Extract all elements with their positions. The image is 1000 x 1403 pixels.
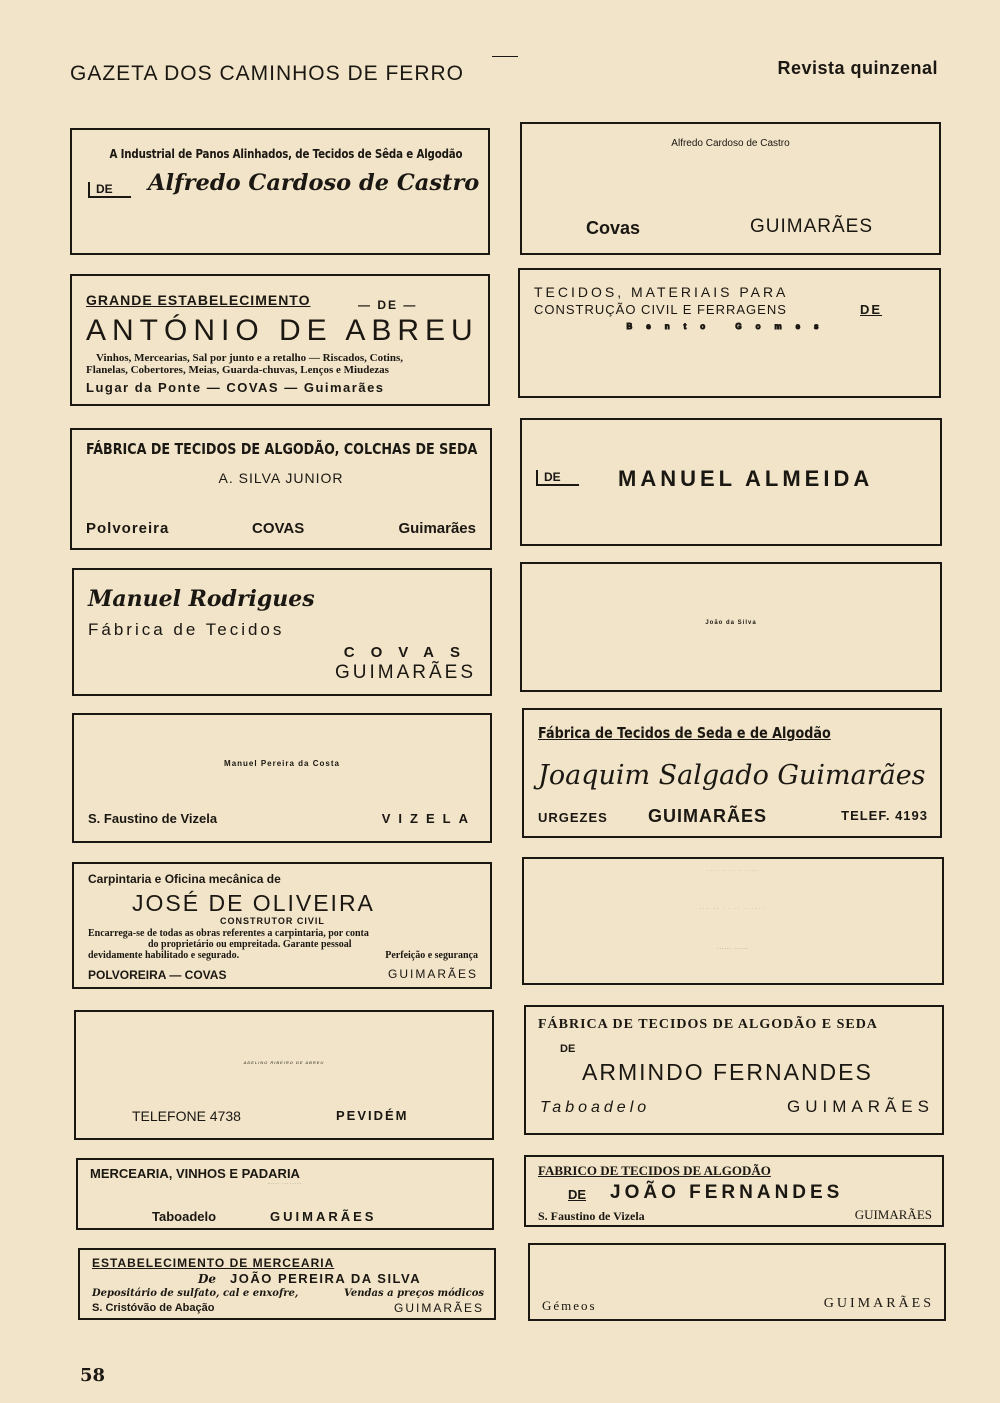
ad-left: URGEZES	[538, 810, 608, 825]
ad-line: FÁBRICA DE TECIDOS DE ALGODÃO, COLCHAS DE SEDA	[86, 440, 478, 458]
ad-left: TELEFONE 4738	[132, 1108, 241, 1124]
ad-de: DE	[568, 1187, 587, 1202]
ad-armindo-fernandes	[524, 1005, 944, 1135]
ad-de: — DE —	[358, 298, 418, 312]
page-number: 58	[80, 1365, 106, 1386]
ad-name: Manuel Rodrigues	[88, 586, 315, 612]
ad-name: JOÃO FERNANDES	[610, 1182, 844, 1203]
ad-de: DE	[560, 1043, 576, 1055]
ad-line: FÁBRICA DE TECIDOS DE ALGODÃO E SEDA	[538, 1017, 878, 1032]
ad-left: Polvoreira	[86, 520, 170, 537]
ad-line: CONSTRUÇÃO CIVIL E FERRAGENS	[534, 302, 787, 317]
ad-damiao-leite-simoes	[522, 857, 944, 985]
magazine-subtitle: Revista quinzenal	[777, 58, 938, 78]
ad-line: GUIMARÃES	[334, 662, 476, 683]
ad-mid: COVAS	[252, 520, 305, 537]
ad-line: devidamente habilitado e segurado.	[88, 950, 240, 961]
ad-name: JOÃO PEREIRA DA SILVA	[230, 1271, 422, 1286]
ad-line: FÁBRICA MANUAL DE TECIDOS	[706, 871, 760, 872]
ad-name: Alfredo Cardoso de Castro	[148, 170, 480, 196]
ad-joao-da-silva	[520, 562, 942, 692]
ad-line: Fábrica de Tecidos de Seda e de Algodão	[538, 724, 831, 742]
ad-right: GUIMARÃES	[393, 1301, 484, 1315]
ad-mid: GUIMARÃES	[648, 806, 768, 826]
ad-line: Vinhos, Mercearias, Sal por junto e a retalho — Riscados, Cotins,	[96, 352, 403, 364]
ad-joaquim-salgado-guimaraes	[522, 708, 942, 838]
ad-manuel-pereira-da-costa	[72, 713, 492, 843]
ad-left: S. Faustino de Vizela	[88, 811, 218, 826]
ad-manuel-rodrigues	[72, 568, 492, 696]
ad-line: A Industrial de Panos Alinhados, de Tecidos de Sêda e Algodão	[109, 146, 463, 161]
ad-right: PEVIDÉM	[336, 1108, 409, 1123]
ad-name: ARMINDO FERNANDES	[582, 1059, 873, 1085]
ad-left: S. Cristóvão de Abação	[92, 1302, 215, 1314]
ad-name: João da Silva	[705, 620, 757, 626]
ad-name: Joaquim Salgado Guimarães	[538, 760, 926, 791]
ad-line: TECIDOS, MATERIAIS PARA	[534, 284, 789, 300]
ad-name: JOSÉ DE OLIVEIRA	[132, 890, 375, 916]
ad-left: S. Faustino de Vizela	[538, 1209, 645, 1223]
ad-right: GUIMARÃES	[823, 1296, 934, 1311]
ad-alfredo-cardoso-industrial	[70, 128, 490, 255]
ad-de: DE	[536, 470, 579, 486]
ad-line: COVAS	[343, 644, 476, 661]
ad-manuel-almeida	[520, 418, 942, 546]
ad-line: Lugar da Ponte — COVAS — Guimarães	[86, 380, 385, 395]
ad-line: TABOADELO—GUIMARÃES	[716, 949, 750, 950]
ad-left: Taboadelo	[540, 1099, 651, 1116]
header-rule	[492, 56, 518, 57]
ad-left: Covas	[586, 218, 641, 238]
ad-de: DE	[88, 182, 131, 198]
ad-line: CONSTRUTOR CIVIL	[220, 916, 325, 926]
ad-line: Encarrega-se de todas as obras referentes a carpintaria, por conta	[88, 928, 369, 939]
ad-right: GUIMARÃES	[786, 1097, 934, 1116]
ad-right: Guimarães	[398, 520, 476, 537]
ad-antonio-de-abreu	[70, 274, 490, 406]
ad-adelino-ribeiro-de-abreu	[74, 1010, 494, 1140]
ad-line: ESTABELECIMENTO DE MERCEARIA	[92, 1256, 335, 1270]
ad-line: Depositário de sulfato, cal e enxofre,	[92, 1288, 299, 1299]
ad-name: Bento Gomes	[626, 322, 833, 331]
ad-right: GUIMARÃES	[854, 1207, 932, 1222]
ad-jose-pereira-da-silva	[528, 1243, 946, 1321]
ad-line: GRANDE ESTABELECIMENTO	[86, 292, 311, 308]
ad-de: De	[198, 1272, 217, 1286]
ad-right: TELEF. 4193	[841, 808, 928, 823]
ad-left: Gémeos	[542, 1298, 597, 1313]
ad-line: Flanelas, Cobertores, Meias, Guarda-chuvas, Lenços e Miudezas	[86, 364, 389, 376]
ad-left: POLVOREIRA — COVAS	[88, 968, 227, 982]
ad-alfredo-cardoso-mercearia	[520, 122, 941, 255]
ad-left: Taboadelo	[152, 1209, 217, 1224]
ad-line: Perfeição e segurança	[385, 950, 478, 961]
ad-line: MERCEARIA, VINHOS E PADARIA	[90, 1166, 300, 1181]
magazine-title: GAZETA DOS CAMINHOS DE FERRO	[70, 62, 464, 85]
ad-de: DE	[860, 302, 883, 317]
ad-joao-fernandes	[524, 1155, 944, 1227]
ad-belmiro-alves-cardoso	[76, 1158, 494, 1230]
ad-joao-pereira-da-silva-mercearia	[78, 1248, 496, 1320]
ad-right: GUIMARÃES	[750, 216, 874, 237]
ad-name: ADELINO RIBEIRO DE ABREU	[243, 1060, 325, 1065]
ad-name: BELMIRO ALVES CARDOSO	[267, 1184, 303, 1185]
ad-line: Vendas a preços módicos	[344, 1288, 484, 1299]
ad-line: FABRICO DE TECIDOS DE ALGODÃO	[538, 1163, 771, 1178]
ad-name: Alfredo Cardoso de Castro	[671, 138, 790, 149]
ad-right: GUIMARÃES	[387, 967, 478, 981]
ad-name: Damião Leite Simões	[699, 909, 767, 910]
ad-name: ANTÓNIO DE ABREU	[86, 314, 479, 347]
ad-name: MANUEL ALMEIDA	[618, 466, 874, 491]
ad-right: GUIMARÃES	[270, 1209, 377, 1224]
ad-line: Fábrica de Tecidos	[88, 620, 285, 639]
ad-right: VIZELA	[381, 811, 476, 826]
ad-line: do proprietário ou empreitada. Garante pessoal	[148, 939, 352, 950]
ad-bento-gomes	[518, 268, 941, 398]
ad-line: Carpintaria e Oficina mecânica de	[88, 872, 281, 886]
ad-jose-de-oliveira	[72, 862, 492, 989]
ad-name: Manuel Pereira da Costa	[224, 759, 340, 768]
ad-a-silva-junior	[70, 428, 492, 550]
ad-name: A. SILVA JUNIOR	[218, 470, 344, 486]
